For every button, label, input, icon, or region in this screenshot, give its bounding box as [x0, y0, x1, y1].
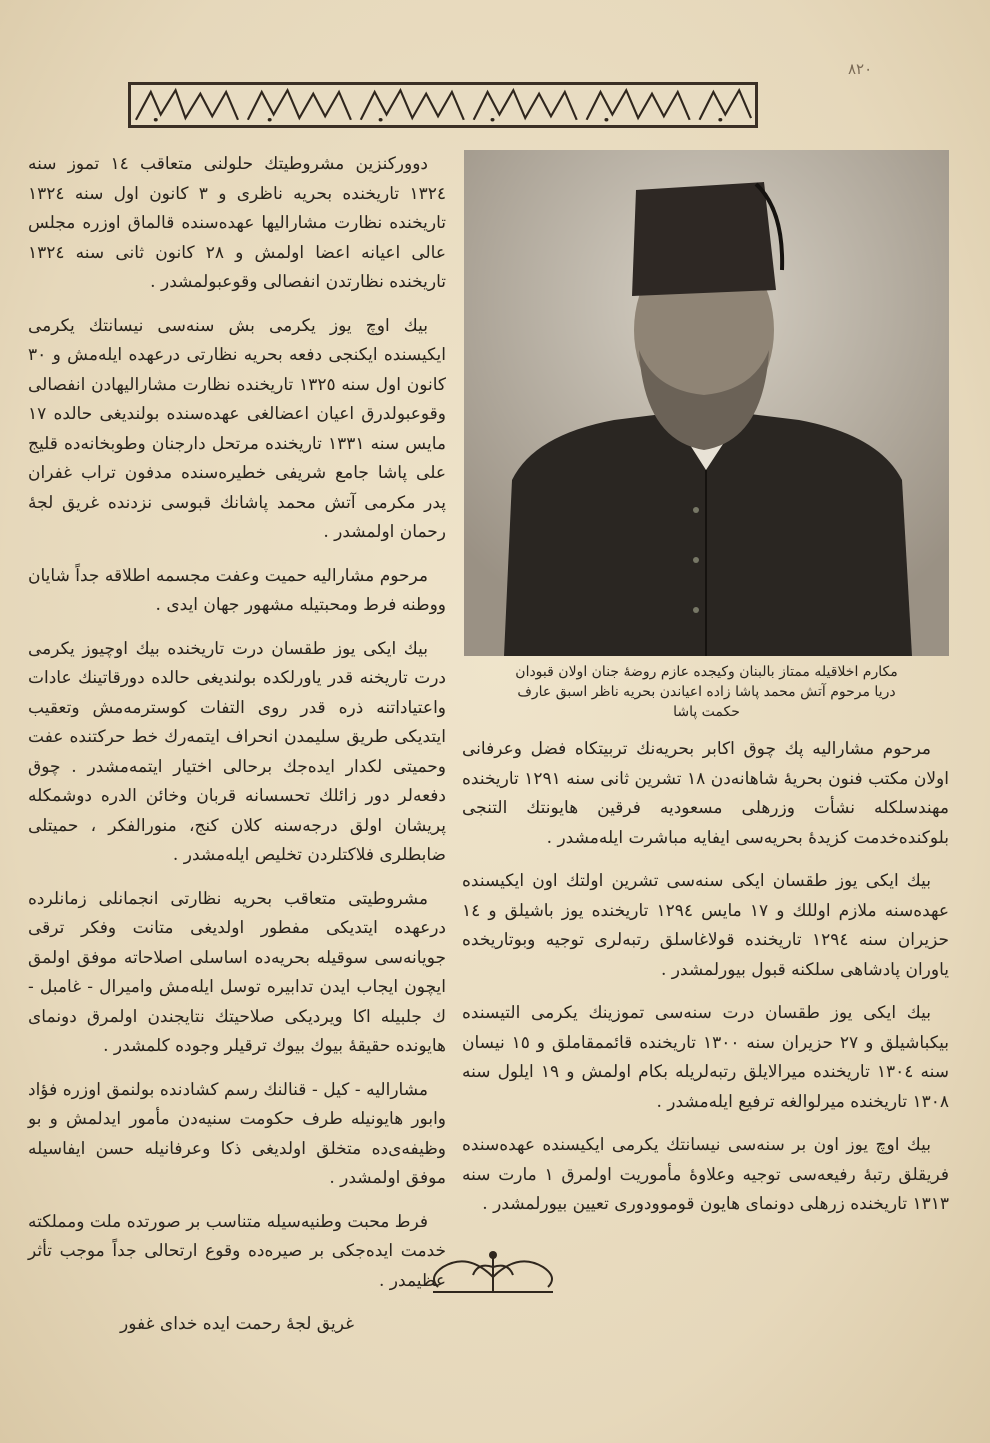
paragraph: مشارالیه - کیل - قنالنك رسم کشادنده بولنمق اوزره فؤاد وابور هایونیله طرف حکومت سنیه‌دن مأمور ایدلمش و بو وظیفه‌ی‌ده متخلق اولدیغی ذکا وعرفانیله حسن ایفاسیله موفق اولمشدر . — [28, 1079, 446, 1188]
paragraph: بیك اوچ یوز یکرمی بش سنه‌سی نیسانتك یکرمی ایکیسنده ایکنجی دفعه بحریه نظارتی درعهده ایله‌مش و ٣٠ کانون اول سنه ١٣٢٥ تاریخنده نظارت مشارالیهادن انفصالی وقوعبولدرق اعیان اعضالغی عهده‌سنده بولندیغی حالده ١٧ مایس سنه ١٣٣١ تاریخنده مرتحل دارجنان وطوبخانه‌ده قلیج علی پاشا جامع شریفی خطیره‌سنده مدفون تراب غفران پدر مکرمی آتش محمد پاشانك قبوسی نزدنده غریق لجهٔ رحمان اولمشدر . — [28, 315, 446, 542]
photo-caption — [464, 662, 949, 722]
portrait-photo — [464, 150, 949, 656]
paragraph: مرحوم مشارالیه حمیت وعفت مجسمه اطلاقه جداً شایان ووطنه فرط ومحبتیله مشهور جهان ایدی . — [28, 565, 446, 615]
page-number: ۸۲۰ — [848, 60, 873, 78]
paragraph: فرط محبت وطنیه‌سیله متناسب بر صورتده ملت ومملکته خدمت ایده‌جکی بر صیره‌ده وقوع ارتحالی جداً موجب تأثر عظیمدر . — [28, 1211, 446, 1291]
caption-line: حکمت پاشا — [673, 704, 740, 720]
paragraph: مشروطیتی متعاقب بحریه نظارتی انجمانلی زمانلرده درعهده ایتدیکی مفطور اولدیغی متانت وفکر ترقی جویانه‌سی سوقیله بحریه‌ده اساسلی اصلاحاته موفق اولمق ایچون ایجاب ایدن تدابیره توسل ایله‌مش وامیرال - غامبل - ك جلبیله اکا ویردیکی صلاحیتك نتایجندن اولمرق دونمای هایونده حقیقهٔ بیوك بیوك ترقیلر وجوده کلمشدر . — [28, 888, 446, 1056]
paragraph: بیك ایکی یوز طقسان درت سنه‌سی تموزینك یکرمی التیسنده بیکباشیلق و ٢٧ حزیران سنه ١٣٠٠ تاریخنده قائممقاملق و ١٥ نیسان سنه ١٣٠٤ تاریخنده میرالایلق رتبه‌لریله بکام اولمش و ١٩ ایلول سنه ١٣٠٨ تاریخنده میرلوالغه ترفیع ایله‌مشدر . — [462, 1003, 949, 1112]
right-text-column — [462, 735, 949, 1234]
paragraph: بیك ایکی یوز طقسان درت تاریخنده بیك اوچیوز یکرمی درت تاریخنه قدر یاورلکده بولندیغی حالده دورقاتینك عادات واعتیاداتنه ذره قدر روی التفات کوسترمه‌مش وتعقیب ایتدیکی طریق سلیمدن انحراف ایتمه‌رك خط حرکتنده عفت وحمیتی لکدار ایده‌جك برحالی اختیار ایتمه‌مشدر . چوق دفعه‌لر دور زائلك تحسسانه قربان وخائن الدره دوشمکله پریشان اولق درجه‌سنه کلان کنج، منورالفکر ، حمیتلی ضابطلری فلاکتلردن تخلیص ایله‌مشدر . — [28, 638, 446, 865]
decorative-header-band — [128, 82, 758, 128]
paragraph: مرحوم مشارالیه پك چوق اکابر بحریه‌نك تربیتکاه فضل وعرفانی اولان مکتب فنون بحریهٔ شاهانه‌دن ١٨ تشرین ثانی سنه ١٢٩١ تاریخنده مهندسلکله نشأت وزرهلی مسعودیه فرقین هایونتك التنجی بلوکنده‌خدمت کزیدهٔ بحریه‌سی ایفایه مباشرت ایله‌مشدر . — [462, 739, 949, 848]
decorative-ornament — [423, 1247, 563, 1297]
paragraph: دوورکنزین مشروطیتك حلولنی متعاقب ١٤ تموز سنه ١٣٢٤ تاریخنده بحریه ناظری و ٣ کانون اول سنه ١٣٢٤ تاریخنده نظارت مشارالیها عهده‌سنده قالماق اوزره مجلس عالی اعیانه اعضا اولمش و ٢٨ کانون ثانی سنه ١٣٢٤ تاریخنده نظارتدن انفصالی وقوعبولمشدر . — [28, 154, 447, 292]
caption-line: مکارم اخلاقیله ممتاز بالبنان وکیجده عازم روضهٔ جنان اولان قبودان — [515, 664, 898, 680]
left-text-column — [28, 150, 446, 1354]
caption-line: دریا مرحوم آتش محمد پاشا زاده اعیاندن بحریه ناظر اسبق عارف — [517, 684, 896, 700]
paragraph: بیك اوچ یوز اون بر سنه‌سی نیسانتك یکرمی ایکیسنده عهده‌سنده فریقلق رتبهٔ رفیعه‌سی توجیه وعلاوهٔ مأموریت اولمرق ١ مارت سنه ١٣١٣ تاریخنده زرهلی دونمای هایون قوموودوری تعیین بیورلمشدر . — [462, 1135, 950, 1214]
closing-line: غریق لجهٔ رحمت ایده خدای غفور — [120, 1314, 354, 1334]
paragraph: بیك ایکی یوز طقسان ایکی سنه‌سی تشرین اولتك اون ایکیسنده عهده‌سنه ملازم اوللك و ١٧ مایس ١٢٩٤ تاریخنده یوز باشیلق و ١٤ حزیران سنه ١٢٩٤ تاریخنده قولاغاسلق رتبه‌لری توجیه وبوتاریخده یاوران پادشاهی سلکنه قبول بیورلمشدر . — [462, 871, 949, 980]
